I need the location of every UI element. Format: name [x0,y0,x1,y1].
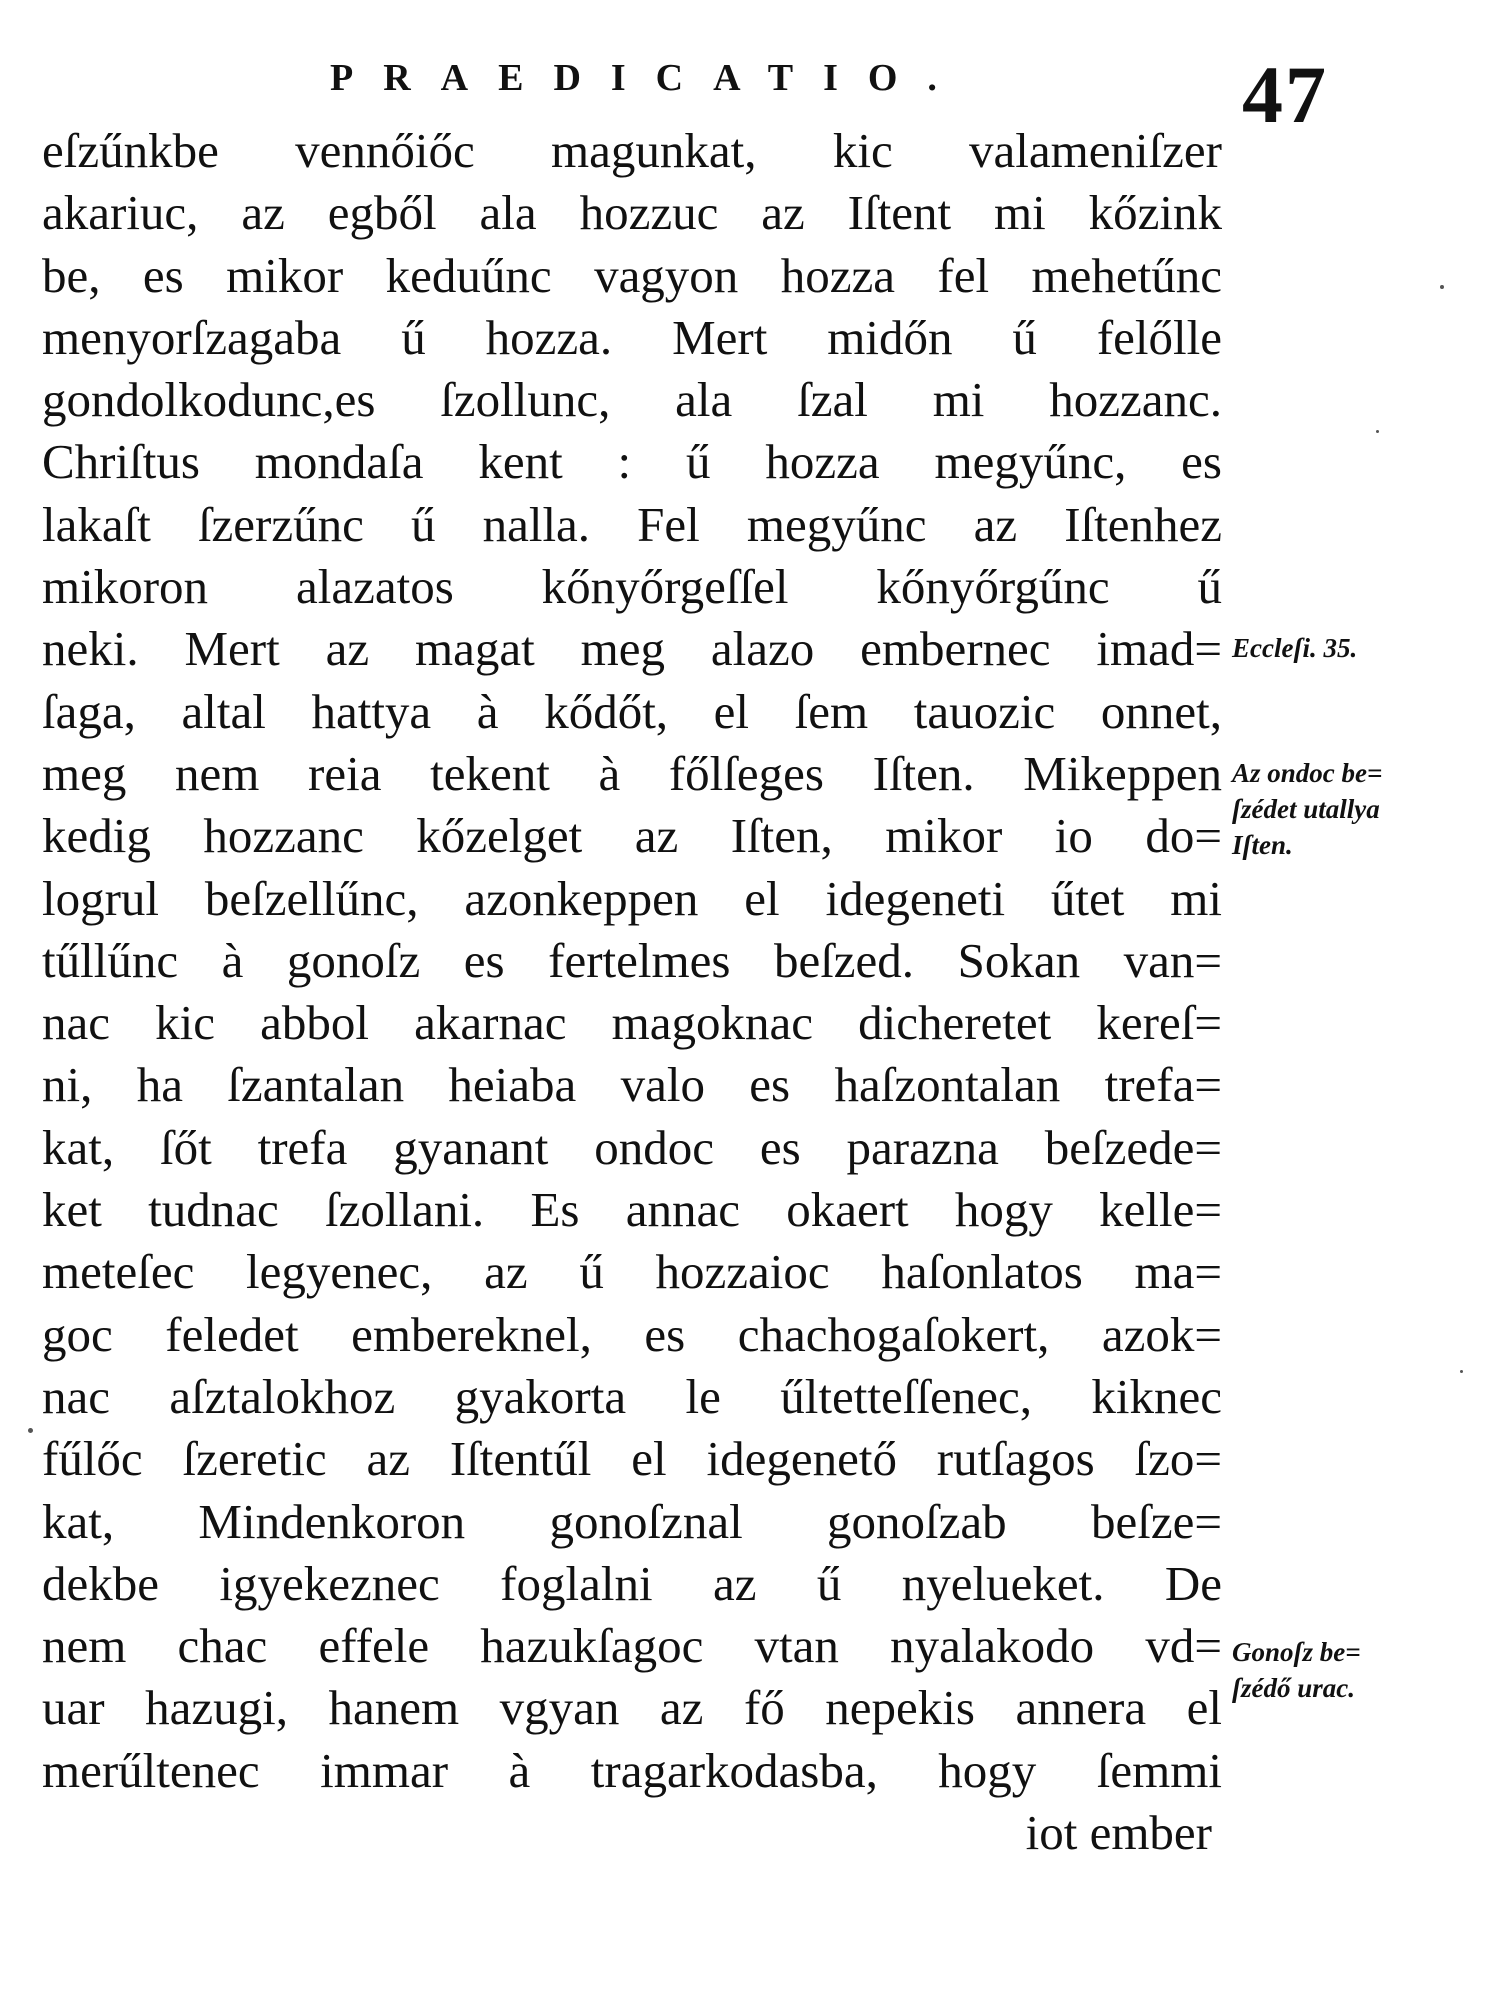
ink-speck [1376,430,1379,433]
margin-note-line: Gonoſz be= [1232,1637,1361,1667]
text-line: nac aſztalokhoz gyakorta le űltetteſſenec, kiknec [42,1368,1222,1424]
text-line: kat, ſőt trefa gyanant ondoc es parazna beſzede= [42,1119,1222,1175]
text-line: tűllűnc à gonoſz es fertelmes beſzed. Sokan van= [42,932,1222,988]
text-line: meg nem reia tekent à főlſeges Iſten. Mikeppen [42,745,1222,801]
ink-speck [28,1428,33,1433]
margin-note-line: Az ondoc be= [1232,758,1383,788]
margin-note-ondoc [1232,755,1382,863]
text-line: fűlőc ſzeretic az Iſtentűl el idegenető rutſagos ſzo= [42,1431,1222,1487]
text-line: ni, ha ſzantalan heiaba valo es haſzontalan trefa= [42,1057,1222,1113]
ink-speck [1440,285,1444,289]
text-line: menyorſzagaba ű hozza. Mert midőn ű felőlle [42,309,1222,365]
text-line: logrul beſzellűnc, azonkeppen el idegeneti űtet mi [42,870,1222,926]
ink-speck [1460,1370,1463,1373]
text-line: kat, Mindenkoron gonoſznal gonoſzab beſze= [42,1493,1222,1549]
margin-note-line: Eccleſi. 35. [1232,633,1358,663]
text-line: meteſec legyenec, az ű hozzaioc haſonlatos ma= [42,1244,1222,1300]
margin-note-reference [1232,630,1357,666]
text-line: neki. Mert az magat meg alazo embernec imad= [42,621,1222,677]
text-line: ſaga, altal hattya à kődőt, el ſem tauozic onnet, [42,683,1222,739]
text-line: uar hazugi, hanem vgyan az fő nepekis annera el [42,1680,1222,1736]
text-line: kedig hozzanc kőzelget az Iſten, mikor io do= [42,808,1222,864]
text-line: dekbe igyekeznec foglalni az ű nyelueket. De [42,1555,1222,1611]
margin-note-line: ſzédet utallya [1232,794,1380,824]
margin-note-gonosz [1232,1634,1361,1706]
text-line: nem chac effele hazukſagoc vtan nyalakodo vd= [42,1618,1222,1674]
running-head: PRAEDICATIO. [330,57,967,99]
text-line: be, es mikor keduűnc vagyon hozza fel mehetűnc [42,247,1222,303]
text-line: Chriſtus mondaſa kent : ű hozza megyűnc, es [42,434,1222,490]
text-line: nac kic abbol akarnac magoknac dicheretet kereſ= [42,995,1222,1051]
text-line: mikoron alazatos kőnyőrgeſſel kőnyőrgűnc ű [42,559,1222,615]
margin-note-line: ſzédő urac. [1232,1673,1355,1703]
text-line: goc feledet embereknel, es chachogaſokert, azok= [42,1306,1222,1362]
text-line: gondolkodunc,es ſzollunc, ala ſzal mi hozzanc. [42,372,1222,428]
page-number: 47 [1242,49,1328,140]
margin-note-line: Iſten. [1232,830,1293,860]
text-line: akariuc, az egből ala hozzuc az Iſtent mi kőzink [42,185,1222,241]
text-line: lakaſt ſzerzűnc ű nalla. Fel megyűnc az Iſtenhez [42,496,1222,552]
body-text [42,120,1222,1864]
text-line: eſzűnkbe vennőiőc magunkat, kic valameniſzer [42,123,1222,178]
text-line: ket tudnac ſzollani. Es annac okaert hogy kelle= [42,1182,1222,1238]
catchword: iot ember [1025,1805,1212,1861]
text-line: merűltenec immar à tragarkodasba, hogy ſemmi [42,1742,1222,1798]
